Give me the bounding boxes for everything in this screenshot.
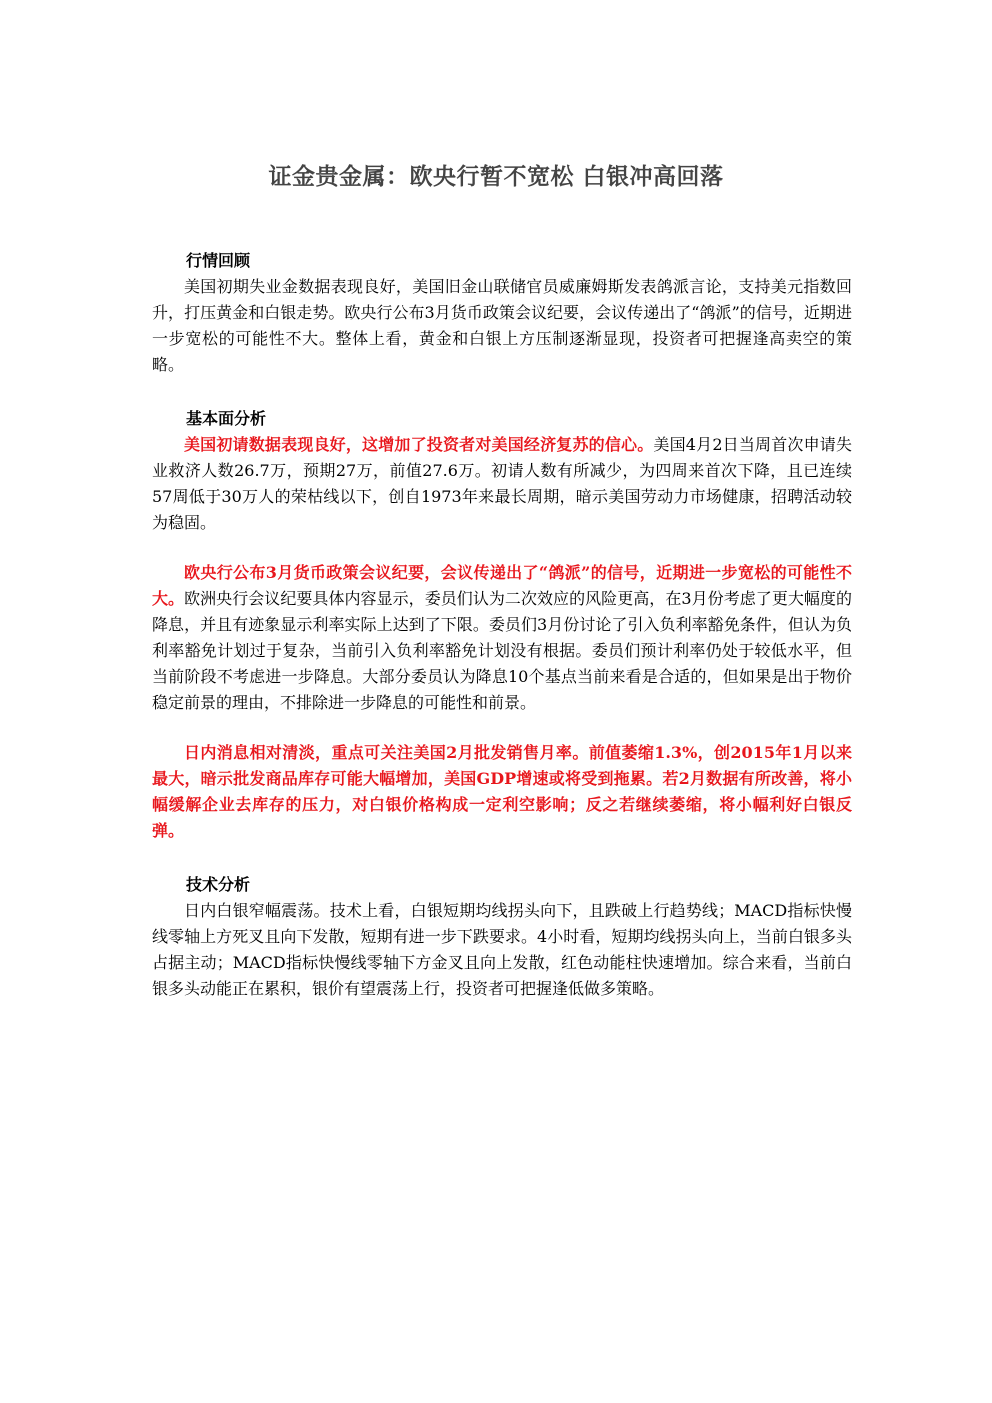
spacer xyxy=(152,844,852,872)
spacer xyxy=(152,716,852,740)
paragraph-fundamental-3: 日内消息相对清淡，重点可关注美国2月批发销售月率。前值萎缩1.3%，创2015年1月以来最大，暗示批发商品库存可能大幅增加，美国GDP增速或将受到拖累。若2月数据有所改善，将小幅缓解企业去库存的压力，对白银价格构成一定利空影响；反之若继续萎缩，将小幅利好白银反弹。 xyxy=(152,743,852,840)
page-title: 证金贵金属：欧央行暂不宽松 白银冲高回落 xyxy=(268,164,724,190)
paragraph-body-2: 欧洲央行会议纪要具体内容显示，委员们认为二次效应的风险更高，在3月份考虑了更大幅度的降息，并且有迹象显示利率实际上达到了下限。委员们3月份讨论了引入负利率豁免条件，但认为负利率豁免计划过于复杂，当前引入负利率豁免计划没有根据。委员们预计利率仍处于较低水平，但当前阶段不考虑进一步降息。大部分委员认为降息10个基点当前来看是合适的，但如果是出于物价稳定前景的理由，不排除进一步降息的可能性和前景。 xyxy=(152,589,852,712)
section-heading-review: 行情回顾 xyxy=(186,251,251,270)
section-heading-technical: 技术分析 xyxy=(186,875,251,894)
highlight-lead-2: 欧央行公布3月货币政策会议纪要，会议传递出了“鸽派”的信号，近期进一步宽松的可能性不大。 xyxy=(152,563,852,608)
section-heading-fundamental: 基本面分析 xyxy=(186,409,267,428)
paragraph-fundamental-2 xyxy=(152,560,852,716)
document-body xyxy=(152,248,852,1002)
paragraph-technical: 日内白银窄幅震荡。技术上看，白银短期均线拐头向下，且跌破上行趋势线；MACD指标快慢线零轴上方死叉且向下发散，短期有进一步下跌要求。4小时看，短期均线拐头向上，当前白银多头占据主动；MACD指标快慢线零轴下方金叉且向上发散，红色动能柱快速增加。综合来看，当前白银多头动能正在累积，银价有望震荡上行，投资者可把握逢低做多策略。 xyxy=(152,901,852,998)
paragraph-body-1: 美国4月2日当周首次申请失业救济人数26.7万，预期27万，前值27.6万。初请人数有所减少，为四周来首次下降，且已连续57周低于30万人的荣枯线以下，创自1973年来最长周期，暗示美国劳动力市场健康，招聘活动较为稳固。 xyxy=(152,435,852,532)
spacer xyxy=(152,378,852,406)
paragraph-fundamental-1 xyxy=(152,432,852,536)
highlight-lead-1: 美国初请数据表现良好，这增加了投资者对美国经济复苏的信心。 xyxy=(184,435,654,454)
spacer xyxy=(152,536,852,560)
paragraph-review: 美国初期失业金数据表现良好，美国旧金山联储官员威廉姆斯发表鸽派言论，支持美元指数回升，打压黄金和白银走势。欧央行公布3月货币政策会议纪要，会议传递出了“鸽派”的信号，近期进一步宽松的可能性不大。整体上看，黄金和白银上方压制逐渐显现，投资者可把握逢高卖空的策略。 xyxy=(152,277,852,374)
